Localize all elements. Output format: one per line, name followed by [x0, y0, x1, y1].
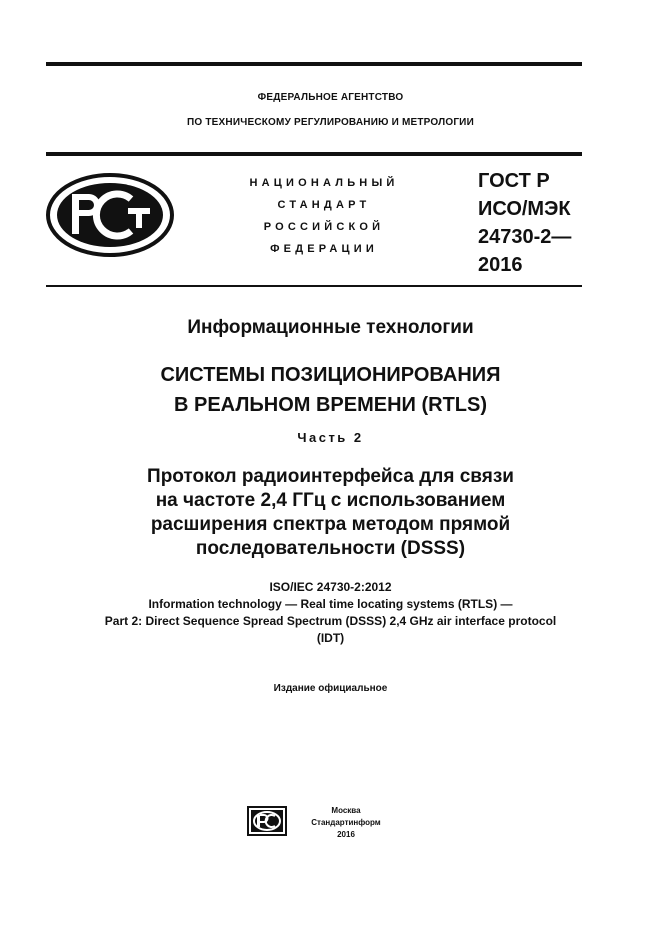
main-title-line-2: В РЕАЛЬНОМ ВРЕМЕНИ (RTLS): [173, 394, 488, 416]
designation-line-2: ИСО/МЭК: [478, 198, 571, 220]
gost-r-emblem-icon: [45, 172, 175, 258]
agency-name-line-2: ПО ТЕХНИЧЕСКОМУ РЕГУЛИРОВАНИЮ И МЕТРОЛОГИИ: [187, 117, 474, 128]
agency-name-line-1: ФЕДЕРАЛЬНОЕ АГЕНТСТВО: [257, 92, 404, 103]
main-title-line-1: СИСТЕМЫ ПОЗИЦИОНИРОВАНИЯ: [160, 364, 501, 386]
standard-type-line-2: СТАНДАРТ: [277, 199, 371, 211]
publisher-city: Москва: [331, 806, 361, 815]
iso-line-4: (IDT): [316, 631, 345, 645]
standard-type: [220, 172, 428, 260]
publisher-name: Стандартинформ: [311, 818, 381, 827]
part-title-line-4: последовательности (DSSS): [195, 538, 466, 559]
iso-line-2: Information technology — Real time locating systems (RTLS) —: [148, 597, 513, 611]
part-title-line-1: Протокол радиоинтерфейса для связи: [147, 466, 514, 487]
designation-line-3: 24730-2—: [478, 226, 572, 248]
title-rule: [46, 285, 582, 287]
main-title: [0, 360, 661, 420]
publisher-info: [306, 805, 386, 841]
designation-line-4: 2016: [478, 254, 523, 276]
top-rule: [46, 62, 582, 66]
edition-note: Издание официальное: [273, 683, 388, 694]
iso-line-1: ISO/IEC 24730-2:2012: [269, 580, 392, 594]
iso-reference: [40, 579, 621, 647]
standard-type-line-1: НАЦИОНАЛЬНЫЙ: [249, 177, 399, 189]
standard-type-line-3: РОССИЙСКОЙ: [263, 221, 385, 233]
part-title-line-2: на частоте 2,4 ГГц с использованием: [155, 490, 506, 511]
part-title: [0, 465, 661, 561]
standartinform-logo-icon: [247, 806, 287, 836]
part-title-line-3: расширения спектра методом прямой: [150, 514, 511, 535]
part-number: Часть 2: [297, 430, 364, 445]
header-rule: [46, 152, 582, 156]
standard-type-line-4: ФЕДЕРАЦИИ: [270, 243, 378, 255]
standard-designation: [478, 167, 571, 279]
designation-line-1: ГОСТ Р: [478, 170, 550, 192]
iso-line-3: Part 2: Direct Sequence Spread Spectrum (DSSS) 2,4 GHz air interface protocol: [104, 614, 557, 628]
general-title: Информационные технологии: [187, 317, 474, 338]
publisher-year: 2016: [337, 830, 355, 839]
